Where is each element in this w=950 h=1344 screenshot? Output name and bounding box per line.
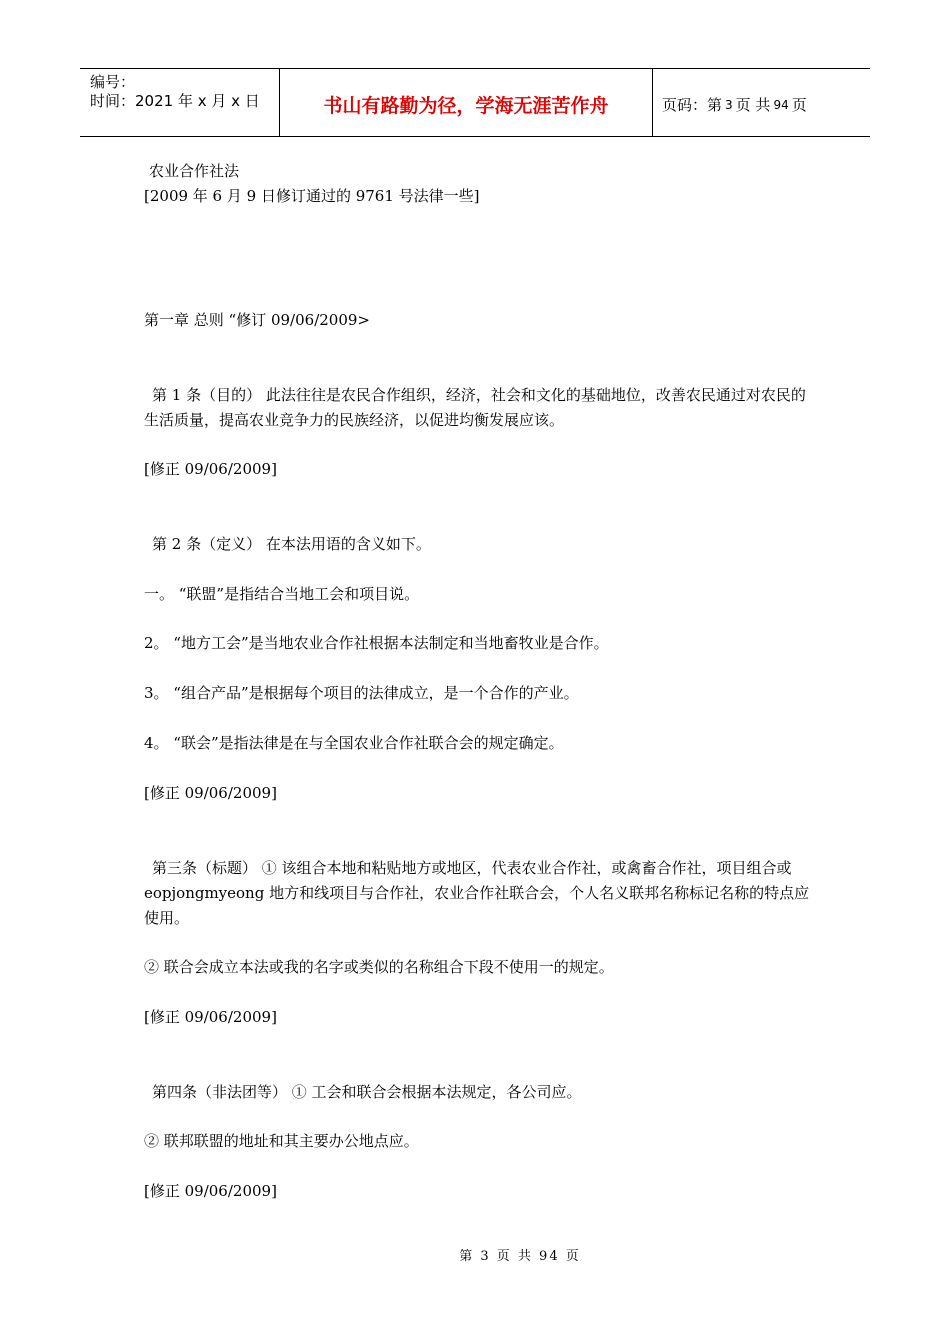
header-motto: 书山有路勤为径，学海无涯苦作舟	[280, 69, 653, 136]
definition-item-1: 一。 “联盟”是指结合当地工会和项目说。	[144, 585, 420, 603]
page-total: 94	[773, 97, 789, 112]
article-3: 第三条（标题） ① 该组合本地和粘贴地方或地区，代表农业合作社，或禽畜合作社，项目组合或 eopjongmyeong 地方和线项目与合作社，农业合作社联合会，个人名义联邦名称标记名称的特点应使用。	[144, 859, 810, 927]
page-header	[80, 68, 870, 137]
article-4-clause-2: ② 联邦联盟的地址和其主要办公地点应。	[144, 1132, 419, 1150]
article-3-clause-2: ② 联合会成立本法或我的名字或类似的名称组合下段不使用一的规定。	[144, 958, 614, 976]
page-current: 3	[725, 97, 733, 112]
document-number-label: 编号：	[90, 73, 136, 91]
document-time-label: 时间：2021 年 x 月 x 日	[90, 92, 260, 110]
page-suffix: 页	[791, 96, 807, 114]
definition-item-4: 4。 “联会”是指法律是在与全国农业合作社联合会的规定确定。	[144, 734, 564, 752]
chapter-heading: 第一章 总则 “修订 09/06/2009>	[144, 311, 370, 329]
definition-item-2: 2。 “地方工会”是当地农业合作社根据本法制定和当地畜牧业是合作。	[144, 634, 609, 652]
amendment-note-3: [修正 09/06/2009]	[144, 1008, 277, 1026]
header-meta	[80, 69, 280, 136]
article-2: 第 2 条（定义） 在本法用语的含义如下。	[152, 535, 431, 553]
page-footer: 第 3 页 共 94 页	[459, 1249, 581, 1264]
amendment-note-1: [修正 09/06/2009]	[144, 460, 277, 478]
article-1: 第 1 条（目的） 此法往往是农民合作组织，经济，社会和文化的基础地位，改善农民通过对农民的生活质量，提高农业竞争力的民族经济，以促进均衡发展应该。	[144, 386, 806, 429]
document-title: 农业合作社法	[149, 162, 240, 180]
page-mid: 页 共	[735, 96, 771, 114]
document-subtitle: [2009 年 6 月 9 日修订通过的 9761 号法律一些]	[144, 187, 480, 205]
amendment-note-4: [修正 09/06/2009]	[144, 1182, 277, 1200]
page-prefix: 页码：第	[662, 96, 723, 114]
article-4: 第四条（非法团等） ① 工会和联合会根据本法规定，各公司应。	[152, 1083, 582, 1101]
amendment-note-2: [修正 09/06/2009]	[144, 784, 277, 802]
header-page-indicator	[653, 69, 870, 136]
definition-item-3: 3。 “组合产品”是根据每个项目的法律成立，是一个合作的产业。	[144, 684, 579, 702]
